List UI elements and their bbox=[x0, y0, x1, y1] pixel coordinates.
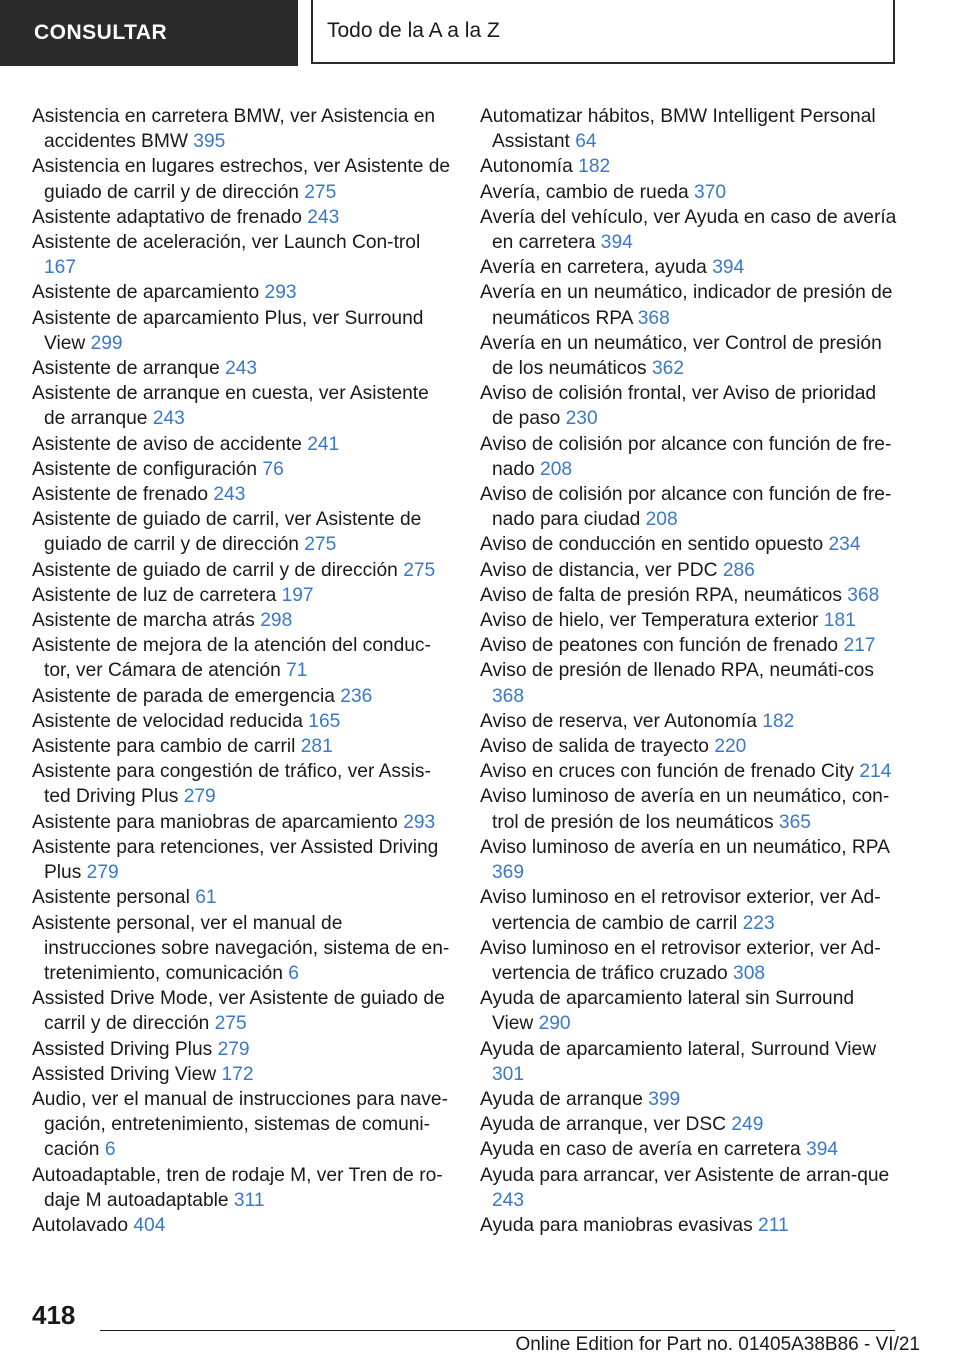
topic-tab: Todo de la A a la Z bbox=[311, 0, 895, 64]
page-reference-link[interactable]: 394 bbox=[712, 257, 745, 279]
page-reference-link[interactable]: 293 bbox=[264, 282, 297, 304]
page-reference-link[interactable]: 275 bbox=[304, 181, 337, 203]
footer-divider bbox=[100, 1330, 895, 1331]
index-entry bbox=[480, 104, 900, 154]
index-term: Ayuda de aparcamiento lateral sin Surround View bbox=[480, 988, 855, 1035]
page-reference-link[interactable]: 181 bbox=[823, 610, 856, 632]
index-entry bbox=[480, 1213, 900, 1238]
page-reference-link[interactable]: 236 bbox=[340, 685, 373, 707]
index-entry bbox=[32, 482, 452, 507]
index-entry bbox=[480, 608, 900, 633]
page-reference-link[interactable]: 243 bbox=[492, 1189, 525, 1211]
page-reference-link[interactable]: 64 bbox=[575, 131, 597, 153]
page-reference-link[interactable]: 197 bbox=[281, 584, 314, 606]
index-term: Aviso de colisión por alcance con función de fre-nado para ciudad bbox=[480, 484, 892, 531]
page-reference-link[interactable]: 293 bbox=[403, 811, 436, 833]
index-column-left bbox=[32, 104, 452, 1238]
index-entry bbox=[480, 885, 900, 935]
index-entry bbox=[480, 633, 900, 658]
index-column-right bbox=[480, 104, 900, 1238]
page-reference-link[interactable]: 182 bbox=[762, 710, 795, 732]
index-entry bbox=[480, 558, 900, 583]
index-term: Avería, cambio de rueda bbox=[480, 181, 689, 203]
index-term: Asistente de luz de carretera bbox=[32, 584, 277, 606]
index-entry bbox=[32, 684, 452, 709]
index-entry bbox=[32, 306, 452, 356]
index-term: Autolavado bbox=[32, 1214, 129, 1236]
index-entry bbox=[32, 734, 452, 759]
page-reference-link[interactable]: 243 bbox=[152, 408, 185, 430]
index-term: Ayuda para arrancar, ver Asistente de arran-que bbox=[480, 1164, 890, 1186]
index-entry bbox=[32, 432, 452, 457]
index-entry bbox=[480, 205, 900, 255]
index-term: Asistente de velocidad reducida bbox=[32, 710, 303, 732]
page-reference-link[interactable]: 217 bbox=[843, 635, 876, 657]
page-reference-link[interactable]: 275 bbox=[304, 534, 337, 556]
page-header bbox=[0, 0, 960, 66]
index-term: Ayuda de arranque, ver DSC bbox=[480, 1114, 727, 1136]
index-term: Asistente de configuración bbox=[32, 458, 258, 480]
index-entry bbox=[32, 608, 452, 633]
index-term: Aviso luminoso en el retrovisor exterior, ver Ad-vertencia de tráfico cruzado bbox=[480, 937, 881, 984]
index-entry bbox=[32, 885, 452, 910]
index-term: Ayuda en caso de avería en carretera bbox=[480, 1139, 801, 1161]
page-reference-link[interactable]: 394 bbox=[600, 232, 633, 254]
page-reference-link[interactable]: 241 bbox=[307, 433, 340, 455]
page-reference-link[interactable]: 368 bbox=[492, 685, 525, 707]
page-reference-link[interactable]: 308 bbox=[733, 962, 766, 984]
index-entry bbox=[32, 1037, 452, 1062]
index-term: Avería del vehículo, ver Ayuda en caso de avería en carretera bbox=[480, 206, 897, 254]
index-entry bbox=[32, 356, 452, 381]
index-term: Aviso de colisión por alcance con función de fre-nado bbox=[480, 433, 892, 480]
index-entry bbox=[480, 986, 900, 1036]
index-term: Asistente de aviso de accidente bbox=[32, 433, 302, 455]
index-entry bbox=[480, 154, 900, 179]
page-reference-link[interactable]: 243 bbox=[213, 484, 246, 506]
page-number: 418 bbox=[32, 1300, 76, 1330]
index-entry bbox=[32, 280, 452, 305]
index-term: Asistencia en lugares estrechos, ver Asistente de guiado de carril y de dirección bbox=[32, 156, 451, 203]
page-reference-link[interactable]: 165 bbox=[308, 710, 341, 732]
page-reference-link[interactable]: 311 bbox=[233, 1189, 265, 1211]
index-entry bbox=[480, 255, 900, 280]
page-reference-link[interactable]: 172 bbox=[221, 1063, 254, 1085]
index-entry bbox=[480, 734, 900, 759]
index-term: Asistente de guiado de carril, ver Asistente de guiado de carril y de dirección bbox=[32, 509, 422, 556]
index-term: Asistente para maniobras de aparcamiento bbox=[32, 811, 398, 833]
index-entry bbox=[480, 432, 900, 482]
page-reference-link[interactable]: 220 bbox=[714, 736, 747, 758]
index-term: Asistente de arranque en cuesta, ver Asistente de arranque bbox=[32, 383, 429, 430]
page-reference-link[interactable]: 167 bbox=[44, 257, 77, 279]
index-term: Aviso de hielo, ver Temperatura exterior bbox=[480, 610, 819, 632]
index-term: Aviso de falta de presión RPA, neumáticos bbox=[480, 584, 842, 606]
edition-note: Online Edition for Part no. 01405A38B86 - VI/21 bbox=[515, 1334, 920, 1355]
index-term: Aviso de salida de trayecto bbox=[480, 736, 709, 758]
index-term: Asistente de guiado de carril y de dirección bbox=[32, 559, 398, 581]
index-entry bbox=[32, 507, 452, 557]
index-term: Avería en un neumático, indicador de presión de neumáticos RPA bbox=[480, 282, 893, 329]
page-reference-link[interactable]: 76 bbox=[262, 458, 284, 480]
index-term: Asistente de aparcamiento Plus, ver Surround View bbox=[32, 307, 424, 354]
page-reference-link[interactable]: 365 bbox=[778, 811, 811, 833]
page-reference-link[interactable]: 369 bbox=[492, 862, 525, 884]
index-term: Aviso de peatones con función de frenado bbox=[480, 635, 839, 657]
index-term: Asistencia en carretera BMW, ver Asistencia en accidentes BMW bbox=[32, 106, 436, 153]
index-entry bbox=[480, 1112, 900, 1137]
index-entry bbox=[480, 759, 900, 784]
index-term: Aviso de distancia, ver PDC bbox=[480, 559, 718, 581]
index-term: Aviso de conducción en sentido opuesto bbox=[480, 534, 824, 556]
page-reference-link[interactable]: 399 bbox=[648, 1088, 681, 1110]
page-reference-link[interactable]: 61 bbox=[195, 887, 217, 909]
index-term: Asistente de arranque bbox=[32, 358, 220, 380]
index-term: Autoadaptable, tren de rodaje M, ver Tren de ro-daje M autoadaptable bbox=[32, 1164, 443, 1211]
page-reference-link[interactable]: 6 bbox=[288, 962, 299, 984]
index-entry bbox=[480, 1087, 900, 1112]
index-term: Automatizar hábitos, BMW Intelligent Personal Assistant bbox=[480, 106, 876, 153]
page-reference-link[interactable]: 249 bbox=[731, 1114, 764, 1136]
index-entry bbox=[480, 784, 900, 834]
index-entry bbox=[480, 180, 900, 205]
index-entry bbox=[480, 1163, 900, 1213]
page-reference-link[interactable]: 208 bbox=[645, 509, 678, 531]
index-term: Asistente de frenado bbox=[32, 484, 209, 506]
page-reference-link[interactable]: 223 bbox=[742, 912, 775, 934]
index-term: Asistente personal, ver el manual de instrucciones sobre navegación, sistema de en-tretenimiento, comunicación bbox=[32, 912, 450, 984]
page-reference-link[interactable]: 71 bbox=[286, 660, 308, 682]
index-term: Asistente de parada de emergencia bbox=[32, 685, 335, 707]
index-entry bbox=[480, 709, 900, 734]
index-term: Asistente para congestión de tráfico, ver Assis-ted Driving Plus bbox=[32, 761, 431, 808]
page-reference-link[interactable]: 298 bbox=[260, 610, 293, 632]
index-entry bbox=[480, 280, 900, 330]
page-reference-link[interactable]: 286 bbox=[722, 559, 755, 581]
page-reference-link[interactable]: 394 bbox=[806, 1139, 839, 1161]
page-reference-link[interactable]: 279 bbox=[183, 786, 216, 808]
index-term: Assisted Driving View bbox=[32, 1063, 217, 1085]
index-entry bbox=[32, 457, 452, 482]
index-entry bbox=[32, 381, 452, 431]
section-tab: CONSULTAR bbox=[0, 0, 298, 66]
index-term: Avería en un neumático, ver Control de presión de los neumáticos bbox=[480, 332, 882, 380]
index-term: Ayuda de arranque bbox=[480, 1088, 643, 1110]
index-term: Asistente de mejora de la atención del conduc-tor, ver Cámara de atención bbox=[32, 635, 431, 682]
index-entry bbox=[32, 986, 452, 1036]
page-reference-link[interactable]: 230 bbox=[565, 408, 598, 430]
index-entry bbox=[480, 1037, 900, 1087]
page-reference-link[interactable]: 208 bbox=[540, 458, 573, 480]
page-reference-link[interactable]: 368 bbox=[637, 307, 670, 329]
index-term: Aviso luminoso en el retrovisor exterior, ver Ad-vertencia de cambio de carril bbox=[480, 887, 881, 934]
index-entry bbox=[32, 1087, 452, 1163]
index-entry bbox=[480, 532, 900, 557]
index-entry bbox=[32, 759, 452, 809]
index-entry bbox=[480, 658, 900, 708]
page-reference-link[interactable]: 275 bbox=[403, 559, 436, 581]
page-reference-link[interactable]: 370 bbox=[694, 181, 727, 203]
index-term: Audio, ver el manual de instrucciones para nave-gación, entretenimiento, sistemas de comuni-cación bbox=[32, 1088, 448, 1161]
index-term: Aviso de colisión frontal, ver Aviso de prioridad de paso bbox=[480, 383, 877, 430]
index-term: Ayuda para maniobras evasivas bbox=[480, 1214, 753, 1236]
index-entry bbox=[480, 936, 900, 986]
index-term: Asistente de aparcamiento bbox=[32, 282, 260, 304]
page-reference-link[interactable]: 243 bbox=[307, 206, 340, 228]
index-term: Aviso en cruces con función de frenado City bbox=[480, 761, 855, 783]
index-entry bbox=[32, 835, 452, 885]
index-term: Autonomía bbox=[480, 156, 573, 178]
index-term: Asistente adaptativo de frenado bbox=[32, 206, 302, 228]
index-entry bbox=[32, 633, 452, 683]
index-term: Aviso de presión de llenado RPA, neumáti-cos bbox=[480, 660, 874, 682]
index-term: Asistente para retenciones, ver Assisted Driving Plus bbox=[32, 836, 439, 884]
index-entry bbox=[32, 154, 452, 204]
page-reference-link[interactable]: 368 bbox=[847, 584, 880, 606]
index-entry bbox=[32, 205, 452, 230]
index-term: Ayuda de aparcamiento lateral, Surround View bbox=[480, 1038, 877, 1060]
page-reference-link[interactable]: 243 bbox=[225, 358, 258, 380]
index-term: Aviso luminoso de avería en un neumático, con-trol de presión de los neumáticos bbox=[480, 786, 890, 833]
page-reference-link[interactable]: 395 bbox=[193, 131, 226, 153]
page-reference-link[interactable]: 234 bbox=[828, 534, 861, 556]
page-reference-link[interactable]: 362 bbox=[652, 358, 685, 380]
page-reference-link[interactable]: 275 bbox=[214, 1013, 247, 1035]
page-reference-link[interactable]: 301 bbox=[492, 1063, 525, 1085]
page-reference-link[interactable]: 299 bbox=[90, 332, 123, 354]
index-entry bbox=[32, 583, 452, 608]
page-reference-link[interactable]: 281 bbox=[300, 736, 333, 758]
index-entry bbox=[32, 104, 452, 154]
index-term: Asistente personal bbox=[32, 887, 190, 909]
index-entry bbox=[480, 583, 900, 608]
index-entry bbox=[32, 1213, 452, 1238]
index-term: Assisted Driving Plus bbox=[32, 1038, 213, 1060]
index-entry bbox=[32, 709, 452, 734]
index-entry bbox=[32, 810, 452, 835]
index-term: Aviso luminoso de avería en un neumático, RPA bbox=[480, 836, 889, 858]
page-reference-link[interactable]: 290 bbox=[538, 1013, 571, 1035]
page-reference-link[interactable]: 279 bbox=[86, 862, 119, 884]
index-entry bbox=[480, 1137, 900, 1162]
index-entry bbox=[32, 911, 452, 987]
index-entry bbox=[480, 482, 900, 532]
index-term: Assisted Drive Mode, ver Asistente de guiado de carril y de dirección bbox=[32, 988, 445, 1035]
page-reference-link[interactable]: 6 bbox=[104, 1139, 116, 1161]
page-reference-link[interactable]: 279 bbox=[217, 1038, 250, 1060]
index-entry bbox=[480, 835, 900, 885]
index-term: Asistente de aceleración, ver Launch Con-trol bbox=[32, 232, 421, 254]
index-entry bbox=[32, 1062, 452, 1087]
index-entry bbox=[32, 1163, 452, 1213]
page-reference-link[interactable]: 211 bbox=[758, 1214, 789, 1236]
index-term: Aviso de reserva, ver Autonomía bbox=[480, 710, 757, 732]
index-entry bbox=[480, 381, 900, 431]
index-entry bbox=[32, 558, 452, 583]
index-term: Avería en carretera, ayuda bbox=[480, 257, 707, 279]
index-term: Asistente para cambio de carril bbox=[32, 736, 296, 758]
index-entry bbox=[480, 331, 900, 381]
index-entry bbox=[32, 230, 452, 280]
page-reference-link[interactable]: 404 bbox=[133, 1214, 166, 1236]
page-reference-link[interactable]: 182 bbox=[578, 156, 611, 178]
index-term: Asistente de marcha atrás bbox=[32, 610, 255, 632]
page-reference-link[interactable]: 214 bbox=[859, 761, 892, 783]
